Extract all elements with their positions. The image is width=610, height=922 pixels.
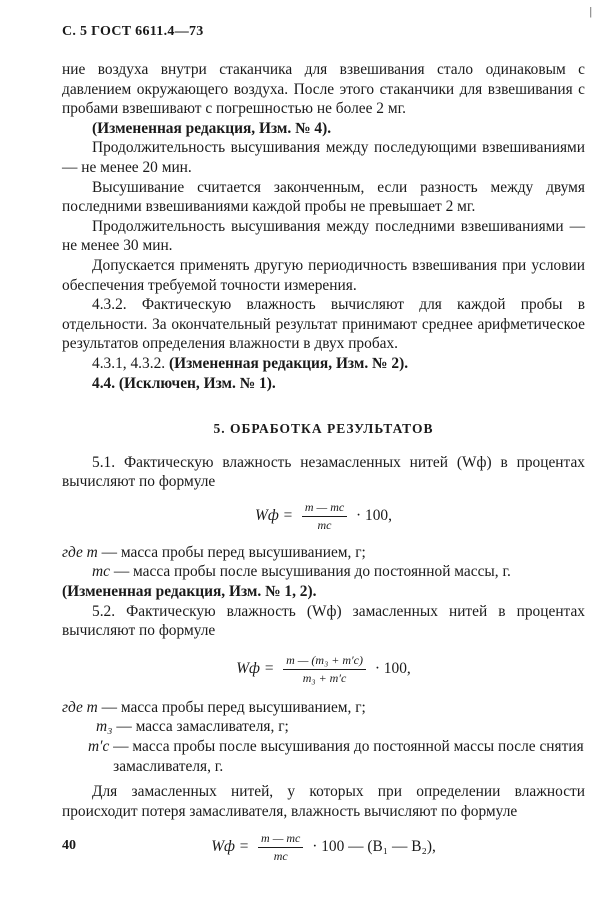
amendment-text-2: (Измененная редакция, Изм. № 2). — [168, 354, 409, 372]
legend-text: — масса замасливателя, г; — [116, 718, 289, 736]
legend-1-row-mc — [62, 562, 585, 582]
formula-3-denominator: mс — [273, 849, 288, 864]
formula-1-denominator: mс — [317, 517, 332, 532]
clause-4-4-excluded: 4.4. (Исключен, Изм. № 1). — [92, 374, 276, 392]
legend-key: где m — [62, 698, 98, 716]
formula-3-numerator: m — mс — [258, 831, 303, 848]
formula-3 — [62, 831, 585, 864]
formula-3-lhs: Wф = — [211, 838, 250, 856]
paragraph-drying-complete: Высушивание считается законченным, если разность между двумя последними взвешиваниями каждой пробы не превышает 2 мг. — [62, 178, 585, 216]
formula-1-fraction — [302, 500, 347, 533]
amendment-note-2 — [62, 354, 585, 374]
legend-2-row-mc-prime — [62, 737, 585, 776]
legend-text: — масса пробы перед высушиванием, г; — [101, 543, 366, 561]
formula-2 — [62, 653, 585, 686]
legend-key: m′с — [88, 738, 110, 756]
paragraph-drying-interval: Продолжительность высушивания между последующими взвешиваниями — не менее 20 мин. — [62, 139, 585, 176]
legend-2-row-m3 — [62, 717, 585, 737]
legend-key: m₃ — [96, 718, 113, 736]
legend-key: mс — [92, 563, 110, 581]
paragraph-continuation: ние воздуха внутри стаканчика для взвешивания стало одинаковым с давлением окружающего воздуха. После этого стаканчики для взвешивания с пробами взвешивают с погрешностью не более 2 мг. — [62, 61, 585, 118]
paragraph-5-2: 5.2. Фактическую влажность (Wф) замасленных нитей в процентах вычисляют по формуле — [62, 602, 585, 640]
formula-3-tail: · 100 — (B₁ — B₂), — [312, 838, 436, 856]
margin-mark: | — [589, 4, 592, 18]
paragraph-final-interval: Продолжительность высушивания между последними взвешиваниями — не менее 30 мин. — [62, 217, 585, 255]
legend-text: — масса пробы после высушивания до постоянной массы после снятия замасливателя, г. — [113, 738, 584, 775]
legend-text: — масса пробы после высушивания до постоянной массы, г. — [113, 563, 511, 581]
clause-refs: 4.3.1, 4.3.2. — [92, 354, 166, 372]
paragraph-periodicity: Допускается применять другую периодичность взвешивания при условии обеспечения требуемой точности измерения. — [62, 256, 585, 294]
legend-1-row-m — [62, 543, 585, 563]
legend-key: где m — [62, 543, 98, 561]
formula-2-lhs: Wф = — [236, 659, 275, 677]
legend-2-row-m — [62, 698, 585, 718]
page-body — [62, 60, 585, 874]
formula-1-numerator: m — mс — [302, 500, 347, 517]
formula-2-numerator: m — (m₃ + m′с) — [283, 653, 366, 670]
paragraph-5-1: 5.1. Фактическую влажность незамасленных нитей (Wф) в процентах вычисляют по формуле — [62, 453, 585, 491]
formula-2-fraction — [283, 653, 366, 686]
formula-1-lhs: Wф = — [255, 506, 293, 524]
section-title: 5. ОБРАБОТКА РЕЗУЛЬТАТОВ — [213, 421, 434, 437]
page-number: 40 — [62, 838, 76, 853]
formula-2-tail: · 100, — [374, 659, 411, 677]
formula-1-tail: · 100, — [356, 506, 392, 524]
amendment-note-4: (Измененная редакция, Изм. № 4). — [92, 119, 332, 137]
paragraph-lubricant-loss: Для замасленных нитей, у которых при определении влажности происходит потеря замасливателя, влажность вычисляют по формуле — [62, 783, 585, 820]
formula-2-denominator: m₃ + m′с — [302, 670, 347, 685]
amendment-note-1-2: (Измененная редакция, Изм. № 1, 2). — [62, 583, 317, 601]
formula-3-fraction — [258, 831, 303, 864]
page-header: С. 5 ГОСТ 6611.4—73 — [62, 24, 204, 39]
paragraph-4-3-2: 4.3.2. Фактическую влажность вычисляют для каждой пробы в отдельности. За окончательный результат принимают среднее арифметическое результатов определения влажности в двух пробах. — [62, 296, 585, 353]
formula-1 — [62, 500, 585, 533]
legend-text: — масса пробы перед высушиванием, г; — [101, 698, 366, 716]
